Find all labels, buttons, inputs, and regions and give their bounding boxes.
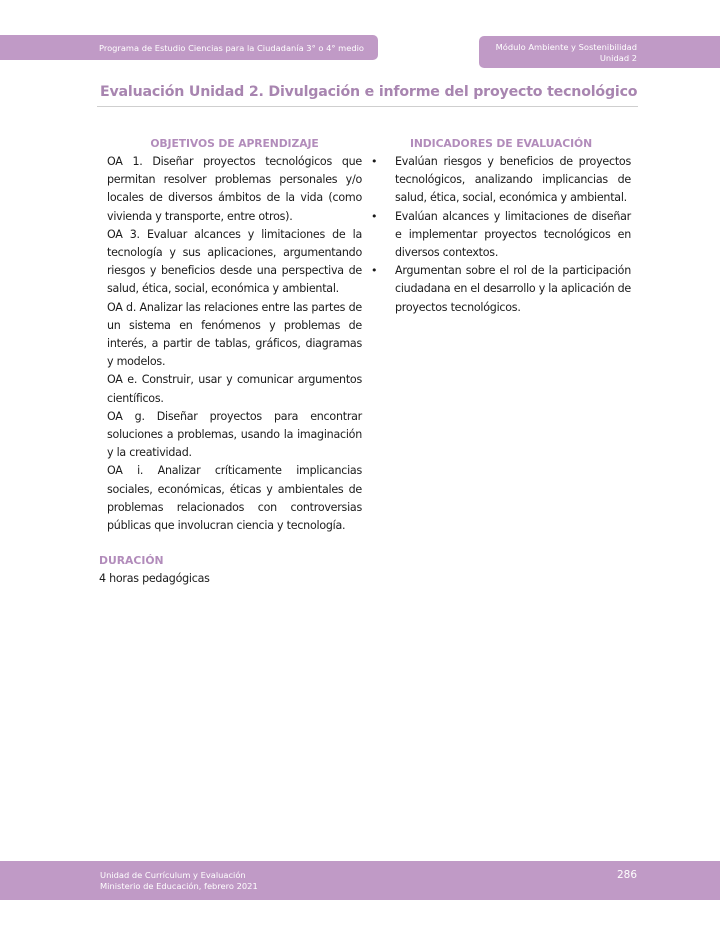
- objective-item: OA g. Diseñar proyectos para encontrar soluciones a problemas, usando la imaginación y la creatividad.: [107, 409, 362, 460]
- header-program-bar: [0, 35, 378, 60]
- indicator-text: Evalúan riesgos y beneficios de proyectos tecnológicos, analizando implicancias de salud, ética, social, económica y ambiental.: [395, 155, 631, 205]
- footer-unit: Unidad de Currículum y Evaluación: [100, 870, 246, 880]
- footer-bar: [0, 861, 720, 900]
- bullet-icon: •: [371, 209, 378, 223]
- objectives-heading: OBJETIVOS DE APRENDIZAJE: [150, 137, 319, 150]
- indicator-item: [371, 208, 631, 263]
- footer-ministry: Ministerio de Educación, febrero 2021: [100, 881, 258, 891]
- bullet-icon: •: [371, 264, 378, 278]
- program-name: Programa de Estudio Ciencias para la Ciudadanía 3° o 4° medio: [98, 42, 364, 53]
- indicator-text: Argumentan sobre el rol de la participación ciudadana en el desarrollo y la aplicación de proyectos tecnológicos.: [395, 264, 632, 314]
- indicator-item: [371, 153, 631, 208]
- objective-item: OA 3. Evaluar alcances y limitaciones de la tecnología y sus aplicaciones, argumentando riesgos y beneficios desde una perspectiva de salud, ética, social, económica y ambiental.: [107, 227, 362, 296]
- header-module-bar: [479, 36, 720, 68]
- indicators-heading: INDICADORES DE EVALUACIÓN: [409, 137, 593, 150]
- page-number: 286: [617, 869, 638, 881]
- objective-item: OA e. Construir, usar y comunicar argumentos científicos.: [107, 373, 362, 405]
- objective-item: OA 1. Diseñar proyectos tecnológicos que permitan resolver problemas personales y/o locales de diversos ámbitos de la vida (como vivienda y transporte, entre otros).: [107, 155, 362, 223]
- page-title: Evaluación Unidad 2. Divulgación e informe del proyecto tecnológico: [100, 84, 638, 100]
- title-divider: [97, 106, 638, 107]
- duration-heading: DURACIÓN: [99, 554, 164, 567]
- objectives-column: [107, 136, 362, 535]
- duration-value: 4 horas pedagógicas: [99, 572, 210, 585]
- indicator-text: Evalúan alcances y limitaciones de diseñar e implementar proyectos tecnológicos en diversos contextos.: [395, 209, 631, 260]
- footer-credits: [100, 870, 258, 892]
- module-name: Módulo Ambiente y Sostenibilidad: [495, 42, 637, 52]
- bullet-icon: •: [371, 155, 378, 168]
- duration-section: [99, 552, 210, 588]
- indicator-item: [371, 262, 631, 317]
- objective-item: OA d. Analizar las relaciones entre las partes de un sistema en fenómenos y problemas de interés, a partir de tablas, gráficos, diagramas y modelos.: [107, 300, 362, 369]
- unit-name: Unidad 2: [599, 53, 637, 63]
- objective-item: OA i. Analizar críticamente implicancias sociales, económicas, éticas y ambientales de problemas relacionados con controversias públicas que involucran ciencia y tecnología.: [107, 464, 362, 533]
- indicators-column: [371, 136, 631, 317]
- indicators-list: [371, 153, 631, 317]
